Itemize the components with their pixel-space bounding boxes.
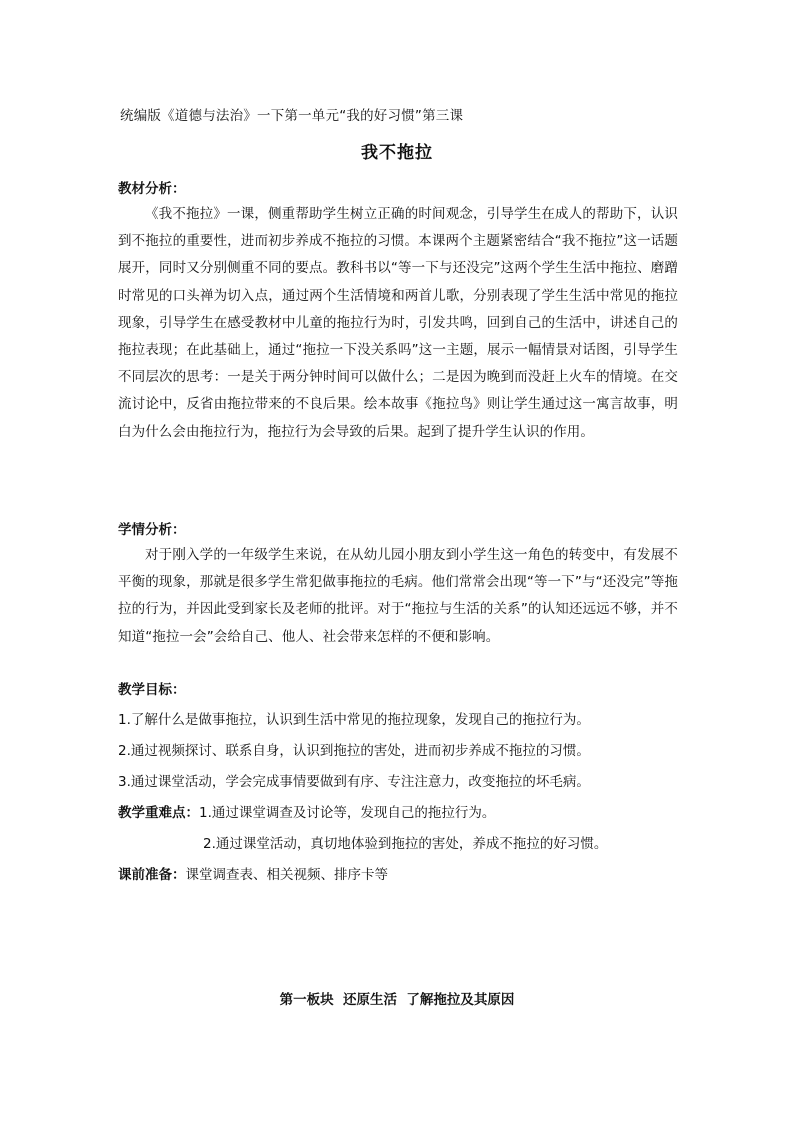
key-points-row-1 — [118, 801, 495, 821]
key-points-heading: 教学重难点： — [118, 805, 199, 821]
objective-item-1: 1.了解什么是做事拖拉，认识到生活中常见的拖拉现象，发现自己的拖拉行为。 — [118, 712, 590, 728]
textbook-analysis-heading: 教材分析： — [118, 181, 186, 197]
lesson-title: 我不拖拉 — [361, 143, 433, 163]
student-analysis-heading: 学情分析： — [118, 522, 186, 538]
textbook-analysis-body: 《我不拖拉》一课，侧重帮助学生树立正确的时间观念，引导学生在成人的帮助下，认识到不拖拉的重要性，进而初步养成不拖拉的习惯。本课两个主题紧密结合“我不拖拉”这一话题展开，同时又分别侧重不同的要点。教科书以“等一下与还没完”这两个学生生活中拖拉、磨蹭时常见的口头禅为切入点，通过两个生活情境和两首儿歌，分别表现了学生生活中常见的拖拉现象，引导学生在感受教材中儿童的拖拉行为时，引发共鸣，回到自己的生活中，讲述自己的拖拉表现；在此基础上，通过“拖拉一下没关系吗”这一主题，展示一幅情景对话图，引导学生不同层次的思考：一是关于两分钟时间可以做什么；二是因为晚到而没赶上火车的情境。在交流讨论中，反省由拖拉带来的不良后果。绘本故事《拖拉鸟》则让学生通过这一寓言故事，明白为什么会由拖拉行为，拖拉行为会导致的后果。起到了提升学生认识的作用。 — [118, 206, 678, 440]
block-one-title: 第一板块 还原生活 了解拖拉及其原因 — [279, 992, 515, 1008]
preparation-row — [118, 863, 388, 883]
preparation-body: 课堂调查表、相关视频、排序卡等 — [185, 867, 388, 883]
objective-item-3: 3.通过课堂活动，学会完成事情要做到有序、专注注意力，改变拖拉的坏毛病。 — [118, 774, 590, 790]
objectives-heading: 教学目标： — [118, 682, 186, 698]
course-header: 统编版《道德与法治》一下第一单元“我的好习惯”第三课 — [120, 108, 464, 124]
key-point-item-1: 1.通过课堂调查及讨论等，发现自己的拖拉行为。 — [199, 805, 496, 821]
student-analysis-body: 对于刚入学的一年级学生来说，在从幼儿园小朋友到小学生这一角色的转变中，有发展不平衡的现象，那就是很多学生常犯做事拖拉的毛病。他们常常会出现“等一下”与“还没完”等拖拉的行为，并因此受到家长及老师的批评。对于“拖拉与生活的关系”的认知还远远不够，并不知道“拖拉一会”会给自己、他人、社会带来怎样的不便和影响。 — [118, 547, 678, 645]
preparation-heading: 课前准备： — [118, 867, 186, 883]
objective-item-2: 2.通过视频探讨、联系自身，认识到拖拉的害处，进而初步养成不拖拉的习惯。 — [118, 743, 590, 759]
key-point-item-2: 2.通过课堂活动，真切地体验到拖拉的害处，养成不拖拉的好习惯。 — [203, 836, 608, 852]
